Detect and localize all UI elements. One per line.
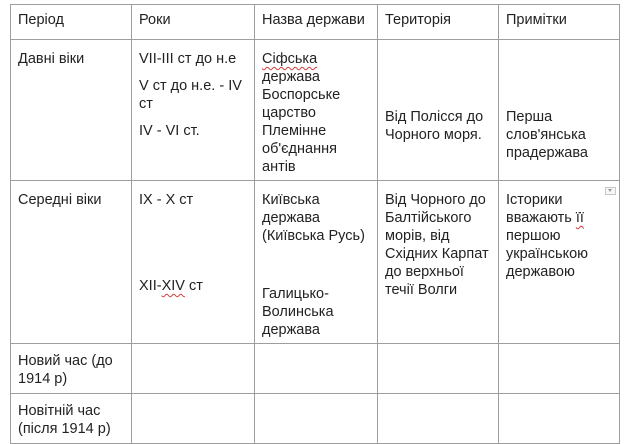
cell-notes-medieval[interactable] (499, 181, 620, 344)
years-item: XII-XIV ст (139, 278, 203, 294)
cell-states-medieval[interactable] (255, 181, 378, 344)
cell-notes-ancient[interactable] (499, 40, 620, 181)
years-item: VII-III ст до н.е (139, 51, 237, 67)
header-label-state-name: Назва держави (262, 12, 365, 28)
cell-notes-modern[interactable] (499, 344, 620, 394)
cell-territory-medieval[interactable] (378, 181, 499, 344)
table-row-ancient (11, 40, 620, 181)
state-name-text (262, 50, 372, 68)
header-cell-territory[interactable] (378, 5, 499, 40)
cell-years-medieval[interactable] (132, 181, 255, 344)
cell-territory-modern[interactable] (378, 344, 499, 394)
header-cell-state-name[interactable] (255, 5, 378, 40)
state-name-text: держава (262, 69, 320, 85)
header-label-notes: Примітки (506, 12, 567, 28)
cell-period-ancient[interactable] (11, 40, 132, 181)
dropdown-arrow-icon[interactable] (605, 187, 616, 195)
header-label-territory: Територія (385, 12, 451, 28)
cell-period-modern[interactable] (11, 344, 132, 394)
years-item: IX - X ст (139, 192, 194, 208)
period-text: Середні віки (18, 192, 102, 208)
spellcheck-word[interactable]: XIV (161, 278, 185, 294)
cell-territory-ancient[interactable] (378, 40, 499, 181)
cell-territory-contemporary[interactable] (378, 394, 499, 444)
table-row-medieval (11, 181, 620, 344)
period-text: Новий час (до 1914 р) (18, 353, 113, 387)
state-name-text: Київська держава (Київська Русь) (262, 192, 365, 244)
cell-years-modern[interactable] (132, 344, 255, 394)
years-item: V ст до н.е. - IV ст (139, 78, 242, 112)
table-row-contemporary (11, 394, 620, 444)
cell-notes-contemporary[interactable] (499, 394, 620, 444)
table-row-modern (11, 344, 620, 394)
territory-text: Від Чорного до Балтійського морів, від Східних Карпат до верхньої течії Волги (385, 192, 489, 298)
period-text: Новітній час (після 1914 р) (18, 403, 111, 437)
history-table (10, 4, 620, 444)
spellcheck-word[interactable]: її (575, 210, 584, 226)
state-name-text: Боспорське царство (262, 87, 341, 121)
years-item: IV - VI ст. (139, 123, 200, 139)
state-name-text: Галицько-Волинська держава (262, 286, 334, 338)
header-cell-notes[interactable] (499, 5, 620, 40)
cell-states-contemporary[interactable] (255, 394, 378, 444)
header-cell-period[interactable] (11, 5, 132, 40)
header-label-years: Роки (139, 12, 171, 28)
state-name-text: Племінне об'єднання антів (262, 123, 337, 175)
spellcheck-word[interactable]: Сіфська (262, 51, 318, 67)
period-text: Давні віки (18, 51, 85, 67)
cell-years-ancient[interactable] (132, 40, 255, 181)
cell-period-contemporary[interactable] (11, 394, 132, 444)
cell-years-contemporary[interactable] (132, 394, 255, 444)
notes-text: Історики вважають її першою українською державою (506, 192, 589, 280)
cell-states-ancient[interactable] (255, 40, 378, 181)
cell-states-modern[interactable] (255, 344, 378, 394)
header-row (11, 5, 620, 40)
header-label-period: Період (18, 12, 64, 28)
cell-period-medieval[interactable] (11, 181, 132, 344)
territory-text: Від Полісся до Чорного моря. (385, 109, 484, 143)
notes-text: Перша слов'янська прадержава (506, 109, 588, 161)
header-cell-years[interactable] (132, 5, 255, 40)
